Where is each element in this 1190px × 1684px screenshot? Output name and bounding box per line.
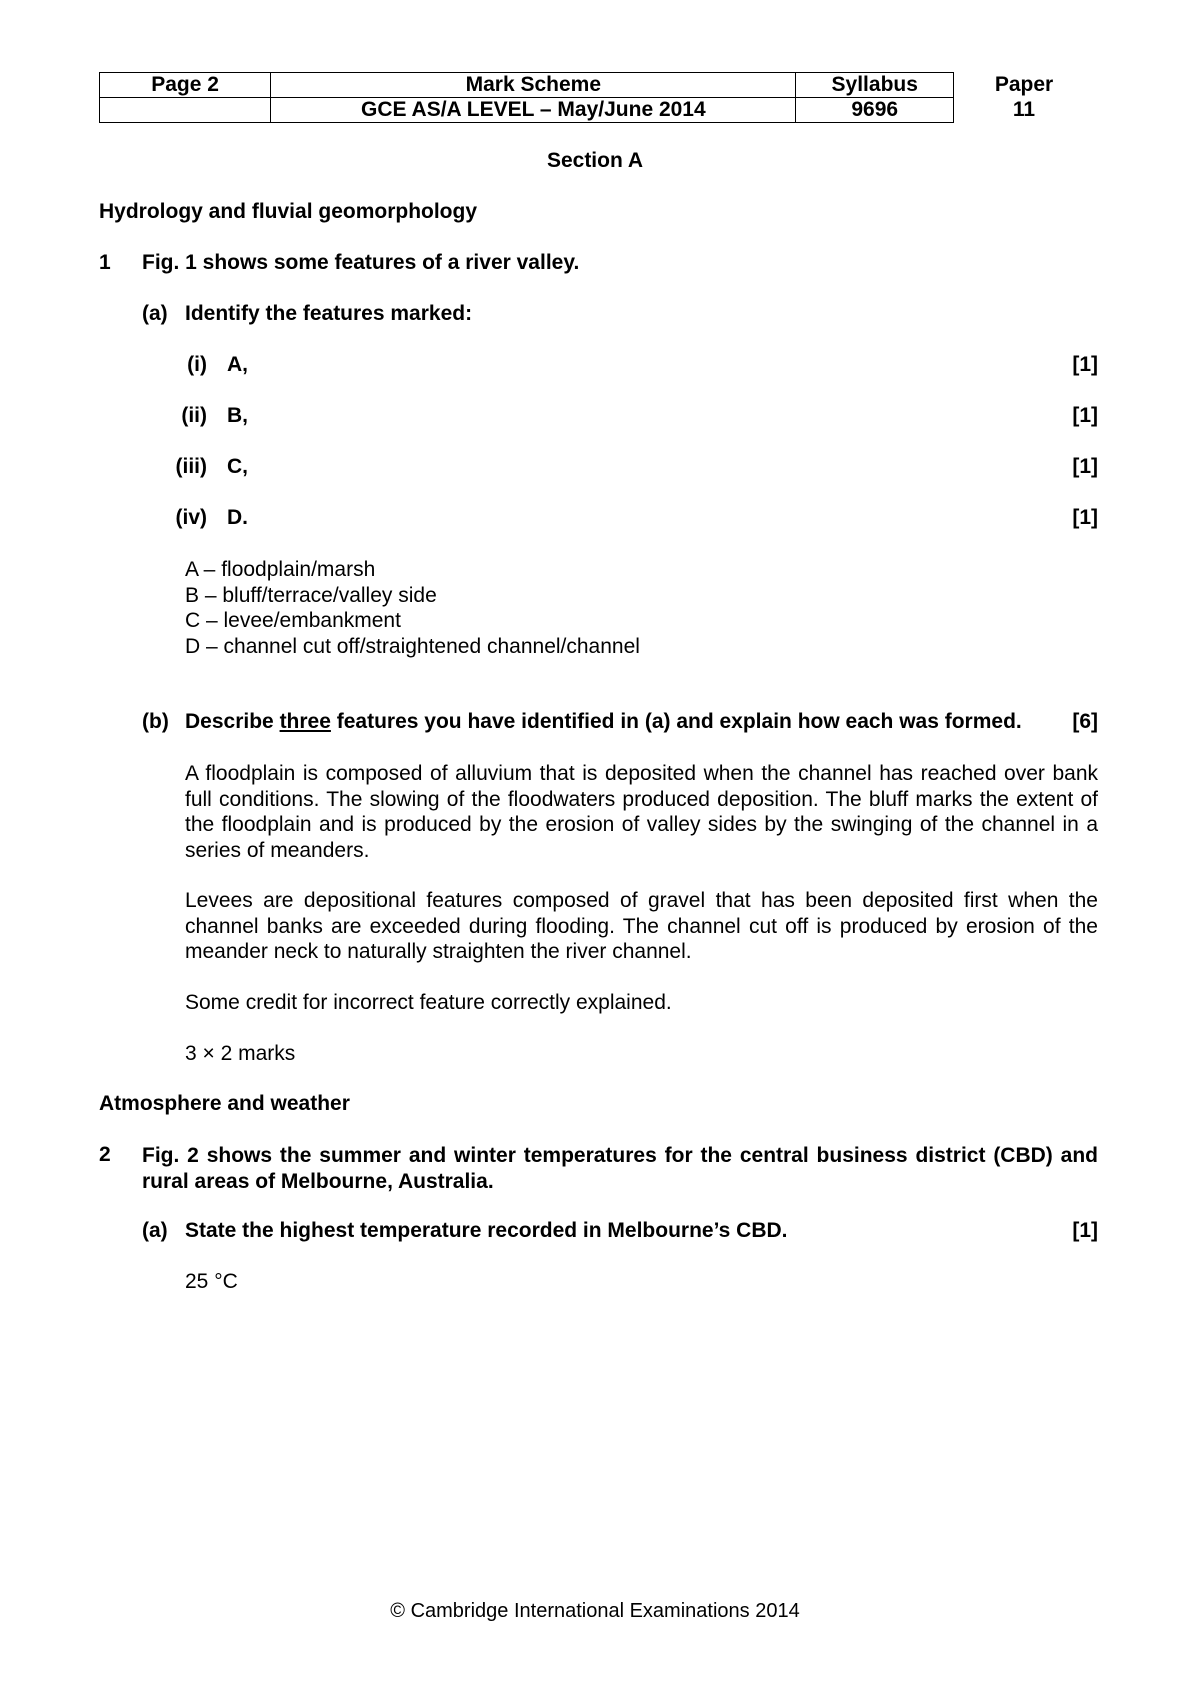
- q1a-part-ii-mark: [1]: [1072, 404, 1098, 427]
- q1b-paragraph-4: 3 × 2 marks: [185, 1042, 296, 1065]
- q1a-part-iii-mark: [1]: [1072, 455, 1098, 478]
- header-mark-scheme: Mark Scheme: [271, 73, 796, 98]
- header-syllabus-code: 9696: [796, 98, 954, 123]
- header-table: [99, 72, 954, 123]
- q1a-text: Identify the features marked:: [185, 302, 473, 325]
- q1a-part-iii-text: C,: [227, 455, 248, 478]
- q1a-part-iii-label: (iii): [175, 455, 207, 478]
- header-exam: GCE AS/A LEVEL – May/June 2014: [271, 98, 796, 123]
- q2a-text: State the highest temperature recorded in Melbourne’s CBD.: [185, 1219, 788, 1242]
- q1a-part-iv-text: D.: [227, 506, 248, 529]
- header-page-label: Page 2: [100, 73, 271, 98]
- q1b-text-underlined: three: [279, 710, 331, 733]
- question-2-stem: Fig. 2 shows the summer and winter temperatures for the central business district (CBD) and rural areas of Melbourne, Australia.: [142, 1144, 1098, 1193]
- q1b-label: (b): [142, 710, 169, 733]
- header-paper-code: 11: [1012, 98, 1036, 121]
- q1a-part-ii-text: B,: [227, 404, 248, 427]
- question-2-number: 2: [99, 1143, 111, 1166]
- footer-copyright: © Cambridge International Examinations 2014: [390, 1600, 800, 1622]
- question-1-number: 1: [99, 251, 111, 274]
- header-syllabus-label: Syllabus: [796, 73, 954, 98]
- q1a-part-ii-label: (ii): [181, 404, 207, 427]
- q1b-text: [185, 710, 1022, 734]
- header-empty-cell: [100, 98, 271, 123]
- q1a-label: (a): [142, 302, 168, 325]
- q1a-part-i-text: A,: [227, 353, 248, 376]
- answer-line: D – channel cut off/straightened channel/channel: [185, 634, 640, 658]
- answer-line: C – levee/embankment: [185, 609, 401, 632]
- topic-heading-atmosphere: Atmosphere and weather: [99, 1092, 350, 1115]
- q1b-paragraph-1: A floodplain is composed of alluvium that is deposited when the channel has reached over bank full conditions. The slowing of the floodwaters produced deposition. The bluff marks the extent of the floodplain and is produced by the erosion of valley sides by the swinging of the channel in a series of meanders.: [185, 762, 1098, 862]
- q1a-part-iv-mark: [1]: [1072, 506, 1098, 529]
- topic-heading-hydrology: Hydrology and fluvial geomorphology: [99, 200, 478, 223]
- header-paper: [960, 72, 1088, 122]
- q1a-part-i-label: (i): [187, 353, 207, 376]
- q2a-mark: [1]: [1072, 1219, 1098, 1242]
- section-title: Section A: [546, 149, 644, 172]
- q1b-mark: [6]: [1072, 710, 1098, 733]
- q2a-answer: 25 °C: [185, 1270, 238, 1293]
- header-paper-label: Paper: [994, 73, 1054, 96]
- q1b-paragraph-3: Some credit for incorrect feature correctly explained.: [185, 991, 672, 1014]
- question-1-stem: Fig. 1 shows some features of a river valley.: [142, 251, 580, 274]
- q1a-answers: [185, 557, 640, 659]
- q2a-label: (a): [142, 1219, 168, 1242]
- q1a-part-i-mark: [1]: [1072, 353, 1098, 376]
- q1a-part-iv-label: (iv): [175, 506, 207, 529]
- q1b-text-post: features you have identified in (a) and explain how each was formed.: [330, 710, 1022, 733]
- answer-line: B – bluff/terrace/valley side: [185, 583, 437, 607]
- q1b-paragraph-2: Levees are depositional features composed of gravel that has been deposited first when the channel banks are exceeded during flooding. The channel cut off is produced by erosion of the meander neck to naturally straighten the river channel.: [185, 889, 1098, 963]
- answer-line: A – floodplain/marsh: [185, 558, 376, 581]
- q1b-text-pre: Describe: [185, 710, 280, 733]
